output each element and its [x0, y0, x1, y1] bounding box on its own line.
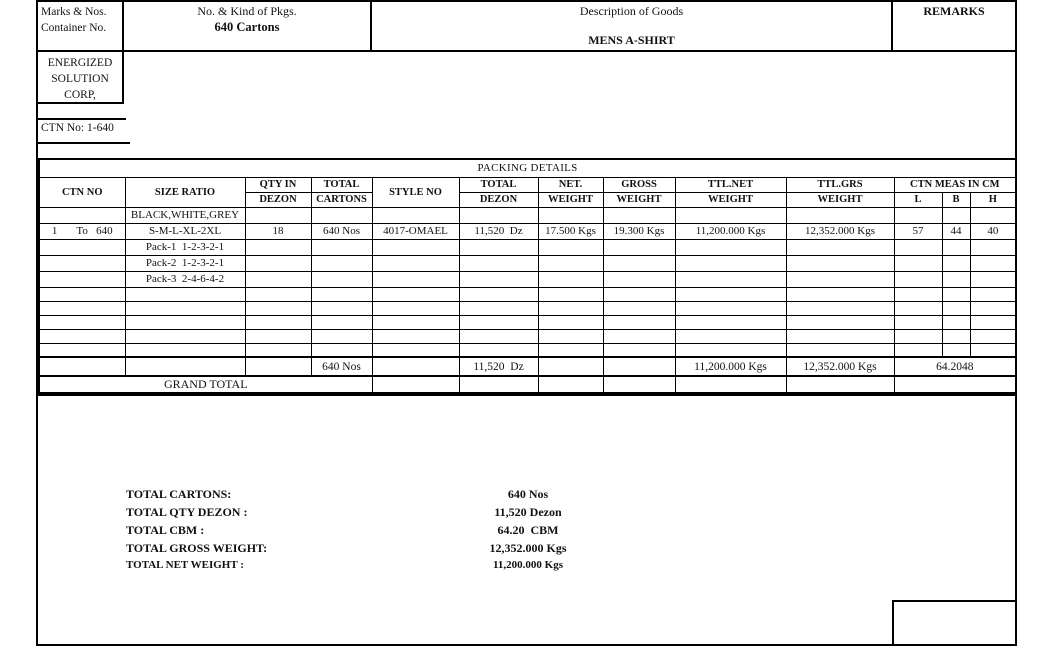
cell [603, 255, 675, 271]
empty-row [39, 301, 1016, 315]
cell [970, 301, 1016, 315]
empty-row [39, 287, 1016, 301]
remarks-label: REMARKS [923, 4, 985, 18]
cell [245, 207, 311, 223]
cell [125, 343, 245, 357]
col-header-cartons: CARTONS [311, 192, 372, 207]
cell [538, 287, 603, 301]
main-data-row [39, 223, 1016, 239]
cell [372, 301, 459, 315]
cell [372, 255, 459, 271]
cell [942, 207, 970, 223]
signature-box [892, 600, 1015, 644]
cell [786, 271, 894, 287]
col-header-total: TOTAL [311, 177, 372, 192]
cell [311, 315, 372, 329]
cell [311, 271, 372, 287]
cell [942, 255, 970, 271]
cell [675, 255, 786, 271]
description-cell [372, 2, 893, 50]
summary-row [126, 487, 686, 505]
summary-row [126, 523, 686, 541]
container-no-label: Container No. [41, 22, 107, 34]
cell: 17.500 Kgs [538, 223, 603, 239]
cell [970, 343, 1016, 357]
summary-value: 64.20 CBM [497, 523, 559, 537]
cell [786, 329, 894, 343]
packing-list-document [36, 0, 1017, 646]
rule [38, 118, 126, 120]
cell [311, 329, 372, 343]
cell: BLACK,WHITE,GREY [125, 207, 245, 223]
cell [245, 357, 311, 376]
cell [125, 301, 245, 315]
cell [459, 343, 538, 357]
cell [942, 343, 970, 357]
cell [538, 329, 603, 343]
cell [970, 271, 1016, 287]
summary-row [126, 559, 686, 577]
cell [311, 207, 372, 223]
cell [894, 329, 942, 343]
col-header-ctn-no: CTN NO [39, 177, 125, 207]
col-header-b: B [942, 192, 970, 207]
cell [538, 207, 603, 223]
cell [603, 287, 675, 301]
description-label: Description of Goods [579, 4, 684, 18]
cell [786, 239, 894, 255]
table-title: PACKING DETAILS [39, 159, 1016, 177]
cell [459, 239, 538, 255]
cell [459, 301, 538, 315]
cell [538, 357, 603, 376]
table-title-row [39, 159, 1016, 177]
summary-label: TOTAL CBM : [126, 523, 205, 537]
cell [372, 376, 459, 393]
cell [372, 329, 459, 343]
col-header-style-no: STYLE NO [372, 177, 459, 207]
cell [39, 207, 125, 223]
cell [125, 287, 245, 301]
cell [942, 287, 970, 301]
cell [538, 376, 603, 393]
cell [786, 315, 894, 329]
cell [786, 255, 894, 271]
cell [245, 271, 311, 287]
summary-label: TOTAL GROSS WEIGHT: [126, 541, 268, 555]
col-header-total: TOTAL [459, 177, 538, 192]
col-header-weight: WEIGHT [603, 192, 675, 207]
summary-value: 12,352.000 Kgs [489, 541, 567, 555]
cell [245, 329, 311, 343]
cell [538, 315, 603, 329]
pack-ratio-row [39, 239, 1016, 255]
cell [372, 239, 459, 255]
summary-label: TOTAL CARTONS: [126, 487, 232, 501]
cell [39, 343, 125, 357]
cell [894, 315, 942, 329]
cell [942, 239, 970, 255]
header-row-1 [39, 177, 1016, 192]
col-header-weight: WEIGHT [786, 192, 894, 207]
cell [970, 315, 1016, 329]
shipper-name-line: SOLUTION [51, 73, 109, 85]
cell [786, 287, 894, 301]
cell [894, 255, 942, 271]
ctn-no-text: CTN No: 1-640 [41, 122, 114, 134]
cell [459, 207, 538, 223]
cell [538, 255, 603, 271]
summary-value: 11,200.000 Kgs [493, 559, 563, 571]
summary-block [126, 487, 686, 577]
cell: 40 [970, 223, 1016, 239]
cell: 19.300 Kgs [603, 223, 675, 239]
cell [245, 301, 311, 315]
cell [942, 301, 970, 315]
cell: Pack-2 1-2-3-2-1 [125, 255, 245, 271]
cell [125, 315, 245, 329]
cell [459, 271, 538, 287]
cell [603, 315, 675, 329]
empty-row [39, 343, 1016, 357]
summary-value: 11,520 Dezon [494, 505, 562, 519]
cell [675, 301, 786, 315]
pkgs-label: No. & Kind of Pkgs. [197, 4, 297, 18]
cell [970, 287, 1016, 301]
cell [786, 207, 894, 223]
cell [942, 329, 970, 343]
cell [245, 239, 311, 255]
col-header-gross: GROSS [603, 177, 675, 192]
total-net-weight-cell: 11,200.000 Kgs [675, 357, 786, 376]
cell [786, 301, 894, 315]
cell [39, 239, 125, 255]
cell: 57 [894, 223, 942, 239]
summary-label: TOTAL NET WEIGHT : [126, 559, 244, 571]
cell [603, 301, 675, 315]
cell [311, 239, 372, 255]
pack-ratio-row [39, 255, 1016, 271]
total-grs-weight-cell: 12,352.000 Kgs [786, 357, 894, 376]
col-header-weight: WEIGHT [538, 192, 603, 207]
cell [970, 329, 1016, 343]
cell [39, 287, 125, 301]
cell: 18 [245, 223, 311, 239]
col-header-l: L [894, 192, 942, 207]
marks-label: Marks & Nos. [41, 6, 107, 18]
cell [786, 343, 894, 357]
cell [538, 239, 603, 255]
pkgs-cell [124, 2, 372, 50]
cell [603, 207, 675, 223]
cell [538, 343, 603, 357]
cell [372, 343, 459, 357]
cell [39, 255, 125, 271]
cell [245, 315, 311, 329]
summary-box [38, 394, 1015, 644]
rule [38, 142, 130, 144]
shipper-box [38, 52, 124, 104]
pkgs-value: 640 Cartons [214, 20, 280, 34]
cell [894, 207, 942, 223]
cell [894, 376, 1016, 393]
marks-and-nos-cell [38, 2, 124, 50]
cell [372, 315, 459, 329]
col-header-size-ratio: SIZE RATIO [125, 177, 245, 207]
cell: 12,352.000 Kgs [786, 223, 894, 239]
col-header-dezon: DEZON [459, 192, 538, 207]
cell [538, 271, 603, 287]
cell [311, 255, 372, 271]
cell [942, 271, 970, 287]
cell [675, 287, 786, 301]
cell [372, 207, 459, 223]
cell [894, 271, 942, 287]
total-dezon-cell: 11,520 Dz [459, 357, 538, 376]
cell [372, 271, 459, 287]
cell: Pack-1 1-2-3-2-1 [125, 239, 245, 255]
col-header-dezon: DEZON [245, 192, 311, 207]
cell [245, 287, 311, 301]
cell [894, 343, 942, 357]
cell [603, 271, 675, 287]
cell: Pack-3 2-4-6-4-2 [125, 271, 245, 287]
cell: 640 Nos [311, 223, 372, 239]
cell [786, 376, 894, 393]
cell [894, 301, 942, 315]
cell [459, 376, 538, 393]
cell [39, 271, 125, 287]
cell [675, 207, 786, 223]
cell [39, 301, 125, 315]
cell [39, 357, 125, 376]
cell [538, 301, 603, 315]
cell [39, 315, 125, 329]
shipper-name-line: CORP, [64, 89, 96, 101]
cell [459, 315, 538, 329]
pack-ratio-row [39, 271, 1016, 287]
header-strip [38, 2, 1015, 52]
col-header-qty-in: QTY IN [245, 177, 311, 192]
cell [675, 343, 786, 357]
cell: 4017-OMAEL [372, 223, 459, 239]
cell [894, 239, 942, 255]
cell [603, 329, 675, 343]
cell [459, 255, 538, 271]
cell [245, 255, 311, 271]
cell [311, 343, 372, 357]
cell [675, 376, 786, 393]
description-value: MENS A-SHIRT [588, 33, 675, 47]
packing-details-table [38, 158, 1017, 394]
cell [459, 287, 538, 301]
col-header-net: NET. [538, 177, 603, 192]
summary-value: 640 Nos [507, 487, 549, 501]
cell: 11,520 Dz [459, 223, 538, 239]
cell [675, 329, 786, 343]
col-header-ctn-meas: CTN MEAS IN CM [894, 177, 1016, 192]
grand-total-label: GRAND TOTAL [39, 376, 372, 393]
cell [603, 357, 675, 376]
remarks-cell [893, 2, 1015, 50]
col-header-h: H [970, 192, 1016, 207]
cell [125, 357, 245, 376]
cell [894, 287, 942, 301]
cell [372, 287, 459, 301]
total-cbm-cell: 64.2048 [894, 357, 1016, 376]
cell: S-M-L-XL-2XL [125, 223, 245, 239]
cell [675, 315, 786, 329]
summary-row [126, 541, 686, 559]
empty-row [39, 315, 1016, 329]
cell: 1 To 640 [39, 223, 125, 239]
cell [970, 255, 1016, 271]
cell: 11,200.000 Kgs [675, 223, 786, 239]
cell [372, 357, 459, 376]
cell [459, 329, 538, 343]
empty-row [39, 329, 1016, 343]
cell [675, 239, 786, 255]
col-header-ttl-grs: TTL.GRS [786, 177, 894, 192]
cell [603, 239, 675, 255]
color-row [39, 207, 1016, 223]
grand-total-row [39, 376, 1016, 393]
cell [125, 329, 245, 343]
cell [245, 343, 311, 357]
cell [311, 287, 372, 301]
total-cartons-cell: 640 Nos [311, 357, 372, 376]
cell [970, 207, 1016, 223]
cell: 44 [942, 223, 970, 239]
shipper-name-line: ENERGIZED [47, 57, 113, 69]
totals-row [39, 357, 1016, 376]
cell [942, 315, 970, 329]
cell [675, 271, 786, 287]
cell [603, 343, 675, 357]
cell [603, 376, 675, 393]
summary-row [126, 505, 686, 523]
cell [970, 239, 1016, 255]
cell [311, 301, 372, 315]
summary-label: TOTAL QTY DEZON : [126, 505, 248, 519]
cell [39, 329, 125, 343]
col-header-ttl-net: TTL.NET [675, 177, 786, 192]
col-header-weight: WEIGHT [675, 192, 786, 207]
